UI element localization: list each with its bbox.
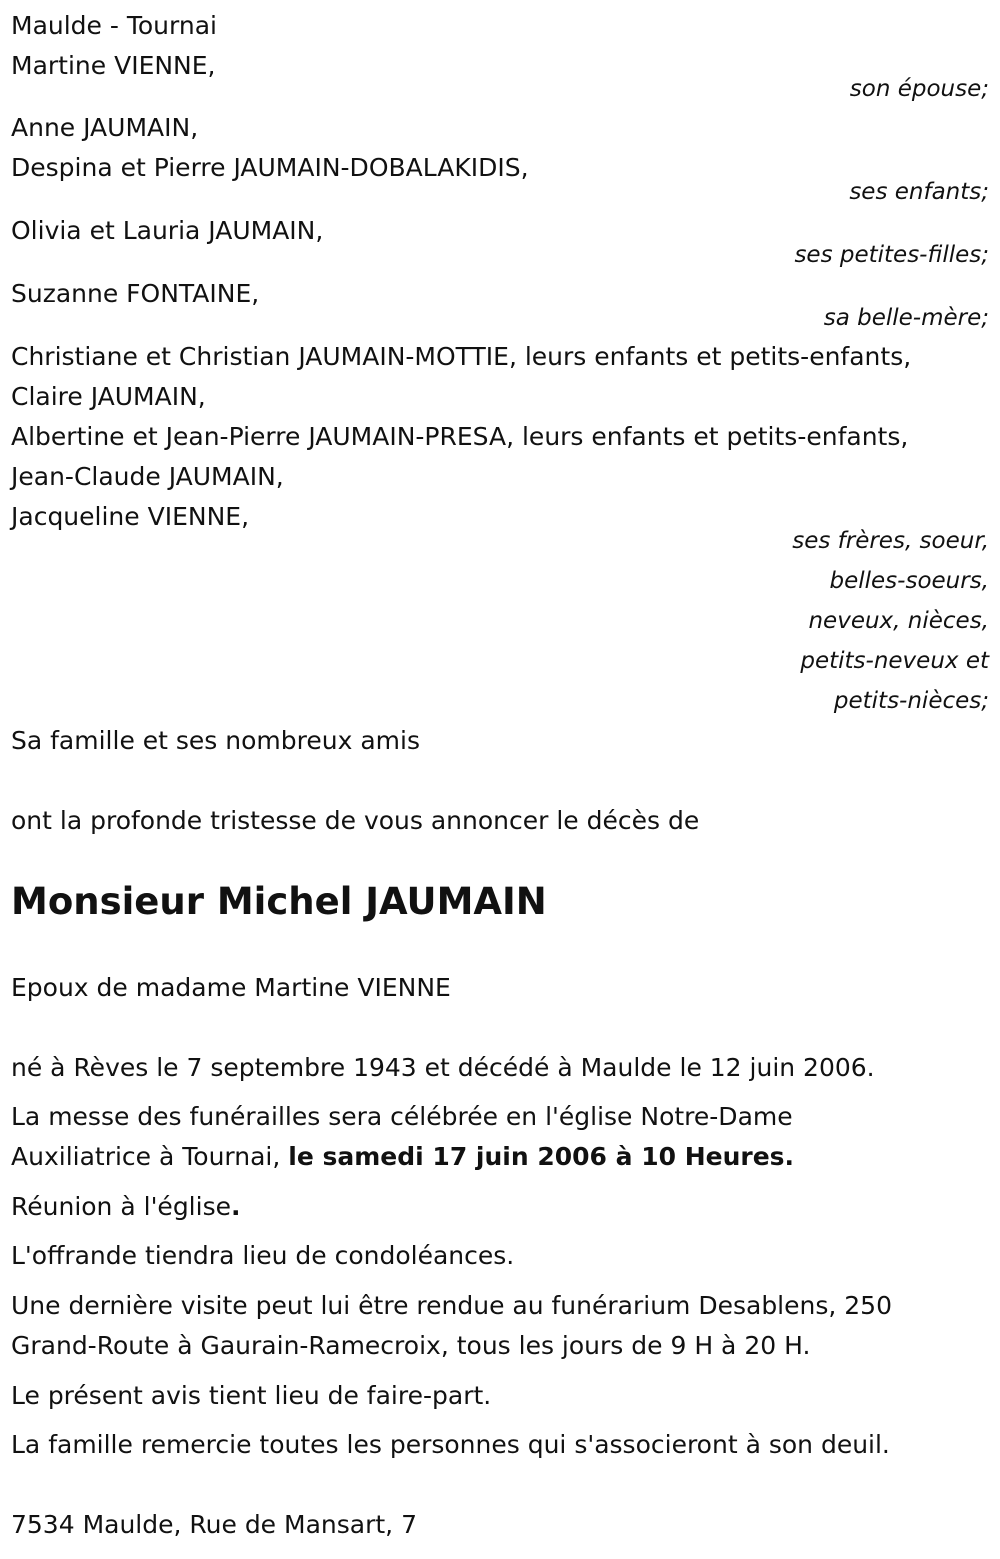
friends-line: Sa famille et ses nombreux amis bbox=[11, 726, 420, 755]
condolences-line: L'offrande tiendra lieu de condoléances. bbox=[11, 1241, 515, 1270]
sibling-name: Jean-Claude JAUMAIN, bbox=[11, 462, 284, 491]
siblings-role-line: neveux, nièces, bbox=[808, 608, 989, 634]
mother-in-law-name: Suzanne FONTAINE, bbox=[11, 279, 260, 308]
birth-death-line: né à Rèves le 7 septembre 1943 et décédé à Maulde le 12 juin 2006. bbox=[11, 1053, 875, 1082]
siblings-role-line: ses frères, soeur, bbox=[792, 528, 989, 554]
location-header: Maulde - Tournai bbox=[11, 11, 217, 40]
address-line: 7534 Maulde, Rue de Mansart, 7 bbox=[11, 1510, 417, 1539]
sibling-name: Claire JAUMAIN, bbox=[11, 382, 206, 411]
mass-line-2 bbox=[11, 1140, 794, 1174]
announcement-intro: ont la profonde tristesse de vous annoncer le décès de bbox=[11, 806, 700, 835]
thanks-line: La famille remercie toutes les personnes qui s'associeront à son deuil. bbox=[11, 1430, 890, 1459]
siblings-role-line: petits-neveux et bbox=[800, 648, 989, 674]
children-role: ses enfants; bbox=[849, 179, 989, 205]
siblings-role-line: belles-soeurs, bbox=[829, 568, 989, 594]
grandchildren-names: Olivia et Lauria JAUMAIN, bbox=[11, 216, 324, 245]
deceased-name: Monsieur Michel JAUMAIN bbox=[11, 880, 547, 923]
sibling-name: Christiane et Christian JAUMAIN-MOTTIE, leurs enfants et petits-enfants, bbox=[11, 342, 912, 371]
spouse-line: Epoux de madame Martine VIENNE bbox=[11, 973, 451, 1002]
siblings-role-line: petits-nièces; bbox=[833, 688, 989, 714]
meeting-text: Réunion à l'église bbox=[11, 1192, 231, 1221]
mother-in-law-role: sa belle-mère; bbox=[823, 305, 989, 331]
sibling-name: Albertine et Jean-Pierre JAUMAIN-PRESA, leurs enfants et petits-enfants, bbox=[11, 422, 909, 451]
child-name: Despina et Pierre JAUMAIN-DOBALAKIDIS, bbox=[11, 153, 529, 182]
mass-date-time: le samedi 17 juin 2006 à 10 Heures. bbox=[288, 1142, 795, 1171]
grandchildren-role: ses petites-filles; bbox=[794, 242, 989, 268]
spouse-name: Martine VIENNE, bbox=[11, 51, 216, 80]
notice-line: Le présent avis tient lieu de faire-part. bbox=[11, 1381, 492, 1410]
meeting-line bbox=[11, 1190, 240, 1224]
mass-location-text: Auxiliatrice à Tournai, bbox=[11, 1142, 289, 1171]
visit-line-1: Une dernière visite peut lui être rendue au funérarium Desablens, 250 bbox=[11, 1291, 892, 1320]
sibling-name: Jacqueline VIENNE, bbox=[11, 502, 250, 531]
child-name: Anne JAUMAIN, bbox=[11, 113, 199, 142]
mass-line-1: La messe des funérailles sera célébrée en l'église Notre-Dame bbox=[11, 1102, 793, 1131]
spouse-role: son épouse; bbox=[849, 76, 989, 102]
meeting-period: . bbox=[230, 1192, 241, 1221]
visit-line-2: Grand-Route à Gaurain-Ramecroix, tous les jours de 9 H à 20 H. bbox=[11, 1331, 811, 1360]
